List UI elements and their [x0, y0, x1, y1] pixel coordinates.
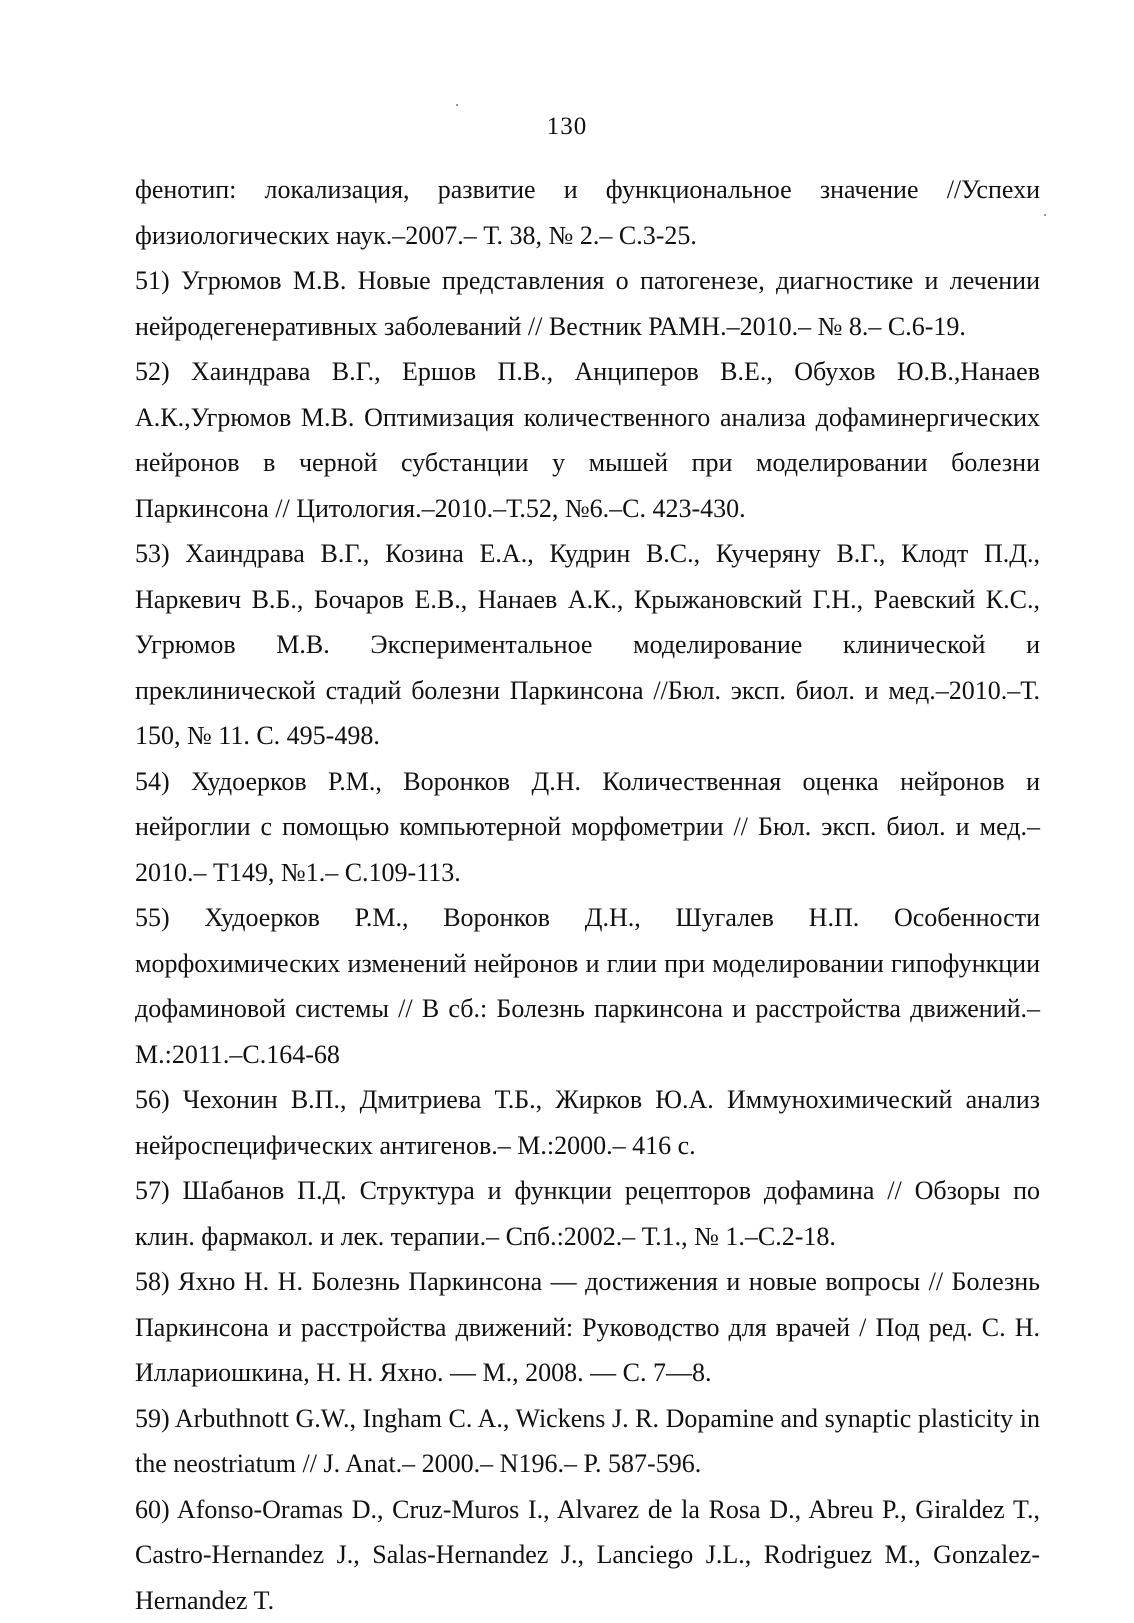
- reference-entry-59: 59) Arbuthnott G.W., Ingham C. A., Wickens J. R. Dopamine and synaptic plasticity in the neostriatum // J. Anat.– 2000.– N196.– P. 587-596.: [135, 1396, 1040, 1487]
- reference-entry-51: 51) Угрюмов М.В. Новые представления о патогенезе, диагностике и лечении нейродегенеративных заболеваний // Вестник РАМН.–2010.– № 8.– С.6-19.: [135, 258, 1040, 349]
- reference-entry-58: 58) Яхно Н. Н. Болезнь Паркинсона — достижения и новые вопросы // Болезнь Паркинсона и расстройства движений: Руководство для врачей / Под ред. С. Н. Иллариошкина, Н. Н. Яхно. — М., 2008. — С. 7—8.: [135, 1259, 1040, 1396]
- scan-speck: [1044, 214, 1046, 216]
- reference-entry-57: 57) Шабанов П.Д. Структура и функции рецепторов дофамина // Обзоры по клин. фармакол. и лек. терапии.– Спб.:2002.– Т.1., № 1.–С.2-18.: [135, 1168, 1040, 1259]
- reference-entry-53: 53) Хаиндрава В.Г., Козина Е.А., Кудрин В.С., Кучеряну В.Г., Клодт П.Д., Наркевич В.Б., Бочаров Е.В., Нанаев А.К., Крыжановский Г.Н., Раевский К.С., Угрюмов М.В. Экспериментальное моделирование клинической и преклинической стадий болезни Паркинсона //Бюл. эксп. биол. и мед.–2010.–Т. 150, № 11. С. 495-498.: [135, 531, 1040, 759]
- reference-entry-54: 54) Худоерков Р.М., Воронков Д.Н. Количественная оценка нейронов и нейроглии с помощью компьютерной морфометрии // Бюл. эксп. биол. и мед.–2010.– Т149, №1.– С.109-113.: [135, 759, 1040, 896]
- reference-entry-55: 55) Худоерков Р.М., Воронков Д.Н., Шугалев Н.П. Особенности морфохимических изменений нейронов и глии при моделировании гипофункции дофаминовой системы // В сб.: Болезнь паркинсона и расстройства движений.– М.:2011.–С.164-68: [135, 895, 1040, 1077]
- reference-entry-60: 60) Afonso-Oramas D., Cruz-Muros I., Alvarez de la Rosa D., Abreu P., Giraldez T., Castro-Hernandez J., Salas-Hernandez J., Lanciego J.L., Rodriguez M., Gonzalez-Hernandez T.: [135, 1487, 1040, 1623]
- reference-entry-56: 56) Чехонин В.П., Дмитриева Т.Б., Жирков Ю.А. Иммунохимический анализ нейроспецифических антигенов.– М.:2000.– 416 с.: [135, 1077, 1040, 1168]
- scan-speck: [456, 104, 458, 106]
- reference-entry-50-continued: фенотип: локализация, развитие и функциональное значение //Успехи физиологических наук.–2007.– Т. 38, № 2.– С.3-25.: [135, 167, 1040, 258]
- page-number: 130: [0, 112, 1134, 142]
- reference-entry-52: 52) Хаиндрава В.Г., Ершов П.В., Анциперов В.Е., Обухов Ю.В.,Нанаев А.К.,Угрюмов М.В. Оптимизация количественного анализа дофаминергических нейронов в черной субстанции у мышей при моделировании болезни Паркинсона // Цитология.–2010.–Т.52, №6.–С. 423-430.: [135, 349, 1040, 531]
- reference-list: [135, 167, 1040, 1623]
